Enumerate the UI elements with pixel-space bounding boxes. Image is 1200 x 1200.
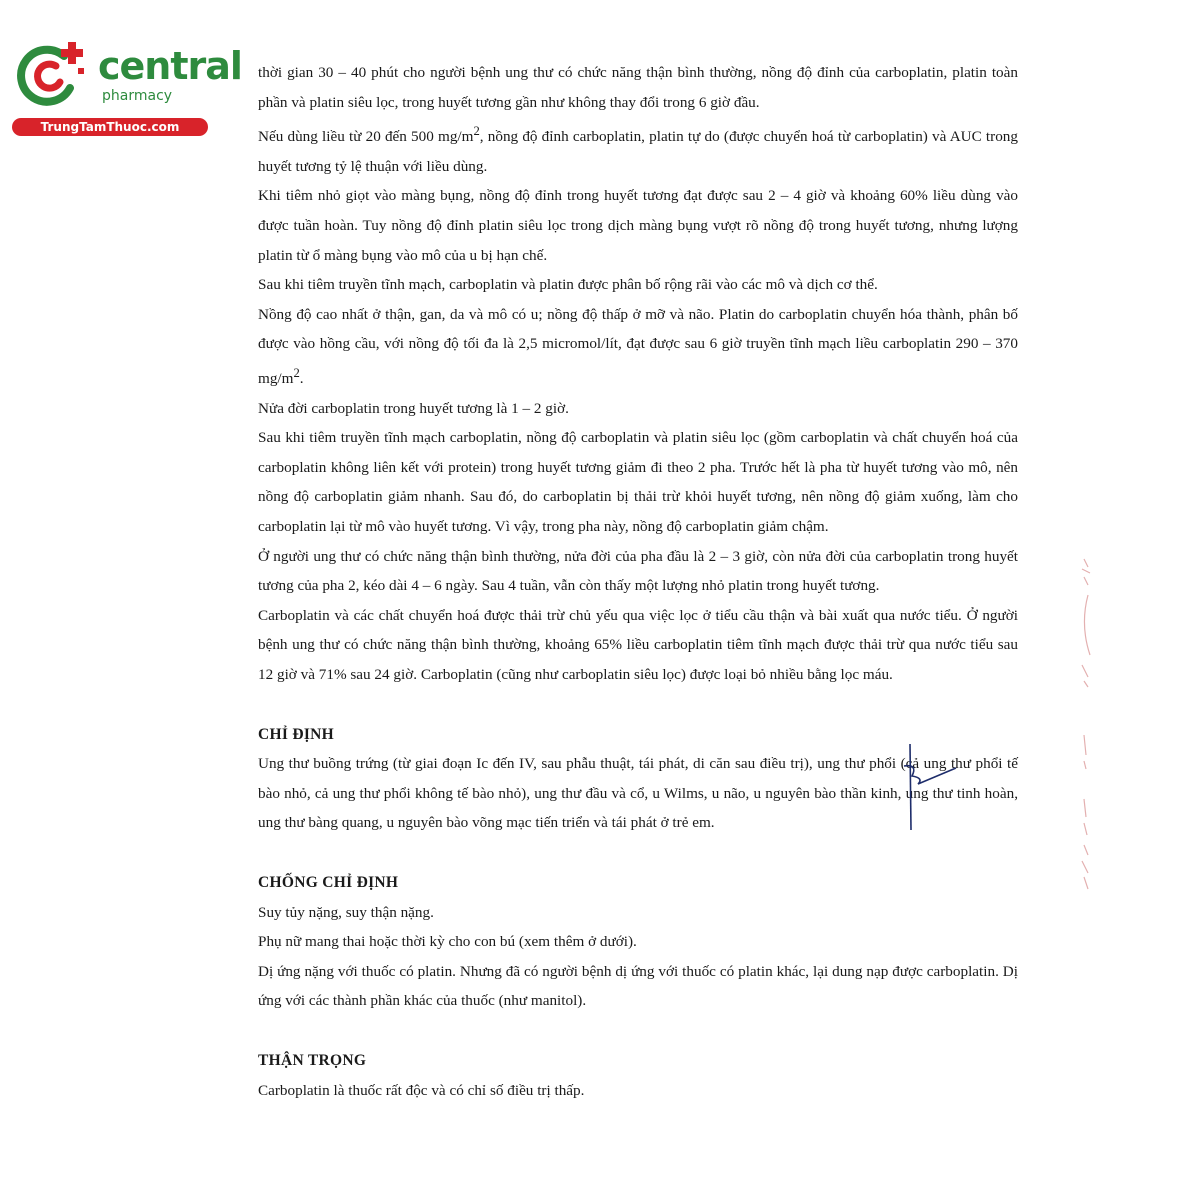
paragraph-9: Carboplatin và các chất chuyển hoá được thải trừ chủ yếu qua việc lọc ở tiểu cầu thận và bài xuất qua nước tiểu. Ở người bệnh ung thư có chức năng thận bình thường, khoảng 65% liều carboplatin tiêm tĩnh mạch được thải trừ qua nước tiểu sau 12 giờ và 71% sau 24 giờ. Carboplatin (cũng như carboplatin siêu lọc) được loại bỏ nhiều bằng lọc máu. [258,606,1018,683]
logo-website: TrungTamThuoc.com [12,118,208,136]
brand-logo [12,38,242,138]
paragraph-5: Nồng độ cao nhất ở thận, gan, da và mô có u; nồng độ thấp ở mỡ và não. Platin do carboplatin chuyển hóa thành, phân bố được vào hồng cầu, với nồng độ tối đa là 2,5 micromol/lít, đạt được sau 6 giờ truyền tĩnh mạch liều carboplatin 290 – 370 $mg/m^2$. [258,305,1018,388]
logo-subtitle: pharmacy [102,88,173,104]
document-body [258,58,1018,1105]
paragraph-2: Nếu dùng liều từ 20 đến 500 $mg/m^2$, nồng độ đỉnh carboplatin, platin tự do (được chuyển hoá từ carboplatin) và AUC trong huyết tương tỷ lệ thuận với liều dùng. [258,124,1018,175]
signature-mark [888,742,968,832]
paragraph-7: Sau khi tiêm truyền tĩnh mạch carboplatin, nồng độ carboplatin và platin siêu lọc (gồm carboplatin và chất chuyển hoá của carboplatin không liên kết với protein) trong huyết tương giảm đi theo 2 pha. Trước hết là pha từ huyết tương vào mô, nên nồng độ carboplatin giảm nhanh. Sau đó, do carboplatin bị thải trừ khỏi huyết tương, nên nồng độ giảm xuống, làm cho carboplatin lại từ mô vào huyết tương. Vì vậy, trong pha này, nồng độ carboplatin giảm chậm. [258,429,1018,536]
than-trong-text: Carboplatin là thuốc rất độc và có chỉ số điều trị thấp. [258,1081,585,1099]
central-pharmacy-logo-icon [12,38,92,108]
paragraph-8: Ở người ung thư có chức năng thận bình thường, nửa đời của pha đầu là 2 – 3 giờ, còn nửa đời của carboplatin trong huyết tương của pha 2, kéo dài 4 – 6 ngày. Sau 4 tuần, vẫn còn thấy một lượng nhỏ platin trong huyết tương. [258,547,1018,595]
chong-chi-dinh-line-1: Suy tủy nặng, suy thận nặng. [258,903,434,921]
paragraph-3: Khi tiêm nhỏ giọt vào màng bụng, nồng độ đỉnh trong huyết tương đạt được sau 2 – 4 giờ và khoảng 60% liều dùng vào được tuần hoàn. Tuy nồng độ đỉnh platin siêu lọc trong dịch màng bụng vượt rõ nồng độ trong huyết tương, nhưng lượng platin từ ổ màng bụng vào mô của u bị hạn chế. [258,187,1018,264]
logo-brand-name: central [98,44,242,88]
paragraph-1: thời gian 30 – 40 phút cho người bệnh ung thư có chức năng thận bình thường, nồng độ đỉnh của carboplatin, platin toàn phần và platin siêu lọc, trong huyết tương gần như không thay đổi trong 6 giờ đầu. [258,64,1018,111]
heading-chong-chi-dinh: CHỐNG CHỈ ĐỊNH [258,873,399,891]
heading-chi-dinh: CHỈ ĐỊNH [258,725,335,743]
paragraph-6: Nửa đời carboplatin trong huyết tương là 1 – 2 giờ. [258,399,569,417]
paragraph-4: Sau khi tiêm truyền tĩnh mạch, carboplatin và platin được phân bố rộng rãi vào các mô và dịch cơ thể. [258,276,878,294]
chong-chi-dinh-line-2: Phụ nữ mang thai hoặc thời kỳ cho con bú (xem thêm ở dưới). [258,933,637,951]
heading-than-trong: THẬN TRỌNG [258,1051,367,1069]
chi-dinh-text: Ung thư buồng trứng (từ giai đoạn Ic đến IV, sau phẫu thuật, tái phát, di căn sau điều trị), ung thư phổi (cả ung thư phổi tế bào nhỏ, cả ung thư phổi không tế bào nhỏ), ung thư đầu và cổ, u Wilms, u não, u nguyên bào thần kinh, ung thư tinh hoàn, ung thư bàng quang, u nguyên bào võng mạc tiến triển và tái phát ở trẻ em. [258,755,1018,832]
chong-chi-dinh-line-3: Dị ứng nặng với thuốc có platin. Nhưng đã có người bệnh dị ứng với thuốc có platin khác, lại dung nạp được carboplatin. Dị ứng với các thành phần khác của thuốc (như manitol). [258,962,1018,1010]
margin-stamp-mark [1070,555,1100,895]
